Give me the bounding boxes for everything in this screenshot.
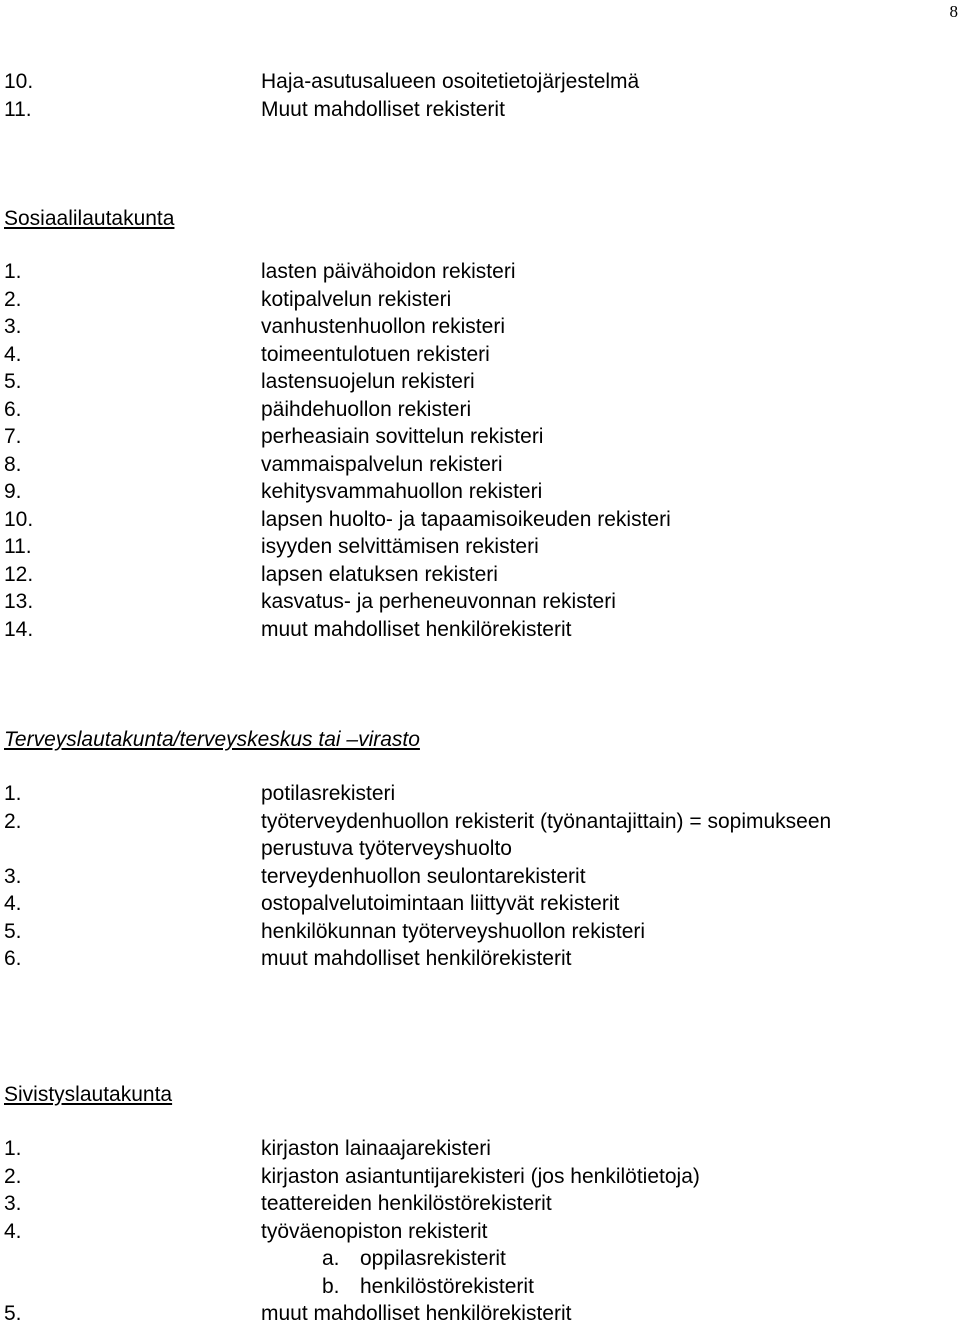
list-item <box>4 396 944 424</box>
item-text: ostopalvelutoimintaan liittyvät rekisterit <box>261 892 620 915</box>
item-text: vanhustenhuollon rekisteri <box>261 315 505 338</box>
sub-item-text: henkilöstörekisterit <box>360 1274 534 1298</box>
sivistys-list <box>4 1135 944 1328</box>
intro-list <box>4 68 944 123</box>
item-number: 1. <box>4 782 22 805</box>
item-text: perheasiain sovittelun rekisteri <box>261 425 544 448</box>
item-number: 2. <box>4 809 22 833</box>
list-item <box>4 258 944 286</box>
item-number: 5. <box>4 370 22 393</box>
item-text: päihdehuollon rekisteri <box>261 397 472 421</box>
item-text: Muut mahdolliset rekisterit <box>261 97 505 121</box>
item-number: 2. <box>4 287 22 311</box>
list-item <box>4 890 944 918</box>
list-item <box>4 506 944 534</box>
list-item <box>4 1190 944 1218</box>
item-number: 9. <box>4 480 22 503</box>
list-item <box>4 451 944 479</box>
item-text: lapsen elatuksen rekisteri <box>261 562 498 586</box>
item-text: työväenopiston rekisterit <box>261 1219 488 1243</box>
list-item <box>4 1135 944 1163</box>
item-number: 2. <box>4 1164 22 1188</box>
item-number: 4. <box>4 892 22 915</box>
list-item <box>4 616 944 644</box>
item-number: 8. <box>4 452 22 476</box>
item-text: kotipalvelun rekisteri <box>261 287 452 311</box>
item-text: muut mahdolliset henkilörekisterit <box>261 1302 572 1325</box>
list-item <box>4 341 944 369</box>
list-item <box>4 368 944 396</box>
sub-item-text: oppilasrekisterit <box>360 1247 506 1270</box>
list-item <box>4 533 944 561</box>
list-item <box>4 423 944 451</box>
terveys-list <box>4 780 944 973</box>
list-item <box>4 68 944 96</box>
item-text: henkilökunnan työterveyshuollon rekisteri <box>261 919 646 943</box>
item-text: lapsen huolto- ja tapaamisoikeuden rekisteri <box>261 507 671 531</box>
section-heading-sosiaali: Sosiaalilautakunta <box>4 207 175 230</box>
item-number: 10. <box>4 507 34 531</box>
list-item <box>4 478 944 506</box>
list-item <box>4 286 944 314</box>
list-item <box>4 1218 944 1246</box>
sub-list-item <box>4 1273 944 1301</box>
item-number: 13. <box>4 590 34 613</box>
list-item <box>4 1300 944 1328</box>
list-item <box>4 1163 944 1191</box>
item-number: 5. <box>4 1302 22 1325</box>
sub-item-letter: a. <box>322 1247 340 1270</box>
section-heading-sivistys: Sivistyslautakunta <box>4 1083 173 1106</box>
item-text: kasvatus- ja perheneuvonnan rekisteri <box>261 590 616 613</box>
item-number: 6. <box>4 947 22 970</box>
section-heading-terveys: Terveyslautakunta/terveyskeskus tai –virasto <box>4 728 420 751</box>
item-text: terveydenhuollon seulontarekisterit <box>261 864 586 888</box>
item-number: 12. <box>4 562 34 586</box>
item-number: 1. <box>4 1137 22 1160</box>
item-text: muut mahdolliset henkilörekisterit <box>261 617 572 641</box>
item-number: 3. <box>4 864 22 888</box>
sub-list-item <box>4 1245 944 1273</box>
item-text: muut mahdolliset henkilörekisterit <box>261 947 572 970</box>
list-item <box>4 863 944 891</box>
item-number: 5. <box>4 919 22 943</box>
item-text: potilasrekisteri <box>261 782 396 805</box>
item-number: 4. <box>4 1219 22 1243</box>
list-item <box>4 808 944 836</box>
item-text: kehitysvammahuollon rekisteri <box>261 480 543 503</box>
item-text: kirjaston lainaajarekisteri <box>261 1137 491 1160</box>
list-item <box>4 588 944 616</box>
item-text: kirjaston asiantuntijarekisteri (jos henkilötietoja) <box>261 1164 700 1188</box>
item-number: 10. <box>4 70 34 93</box>
item-number: 14. <box>4 617 34 641</box>
list-item <box>4 945 944 973</box>
item-text: isyyden selvittämisen rekisteri <box>261 535 539 558</box>
page-number: 8 <box>949 2 958 21</box>
item-text: työterveydenhuollon rekisterit (työnantajittain) = sopimukseen <box>261 809 832 833</box>
item-number: 4. <box>4 342 22 366</box>
item-text: toimeentulotuen rekisteri <box>261 342 490 366</box>
list-item <box>4 313 944 341</box>
item-number: 3. <box>4 315 22 338</box>
item-text: lasten päivähoidon rekisteri <box>261 260 516 283</box>
item-text: lastensuojelun rekisteri <box>261 370 475 393</box>
list-item <box>4 780 944 808</box>
item-number: 1. <box>4 260 22 283</box>
list-item <box>4 918 944 946</box>
list-item <box>4 561 944 589</box>
sub-item-letter: b. <box>322 1274 340 1298</box>
item-number: 6. <box>4 397 22 421</box>
sosiaali-list <box>4 258 944 643</box>
item-number: 11. <box>4 97 32 121</box>
list-item <box>4 96 944 124</box>
item-text: teattereiden henkilöstörekisterit <box>261 1192 552 1215</box>
item-number: 11. <box>4 535 32 558</box>
item-text: Haja-asutusalueen osoitetietojärjestelmä <box>261 70 640 93</box>
item-text: vammaispalvelun rekisteri <box>261 452 503 476</box>
item-number: 7. <box>4 425 22 448</box>
item-number: 3. <box>4 1192 22 1215</box>
list-item-continuation: perustuva työterveyshuolto <box>261 837 512 860</box>
